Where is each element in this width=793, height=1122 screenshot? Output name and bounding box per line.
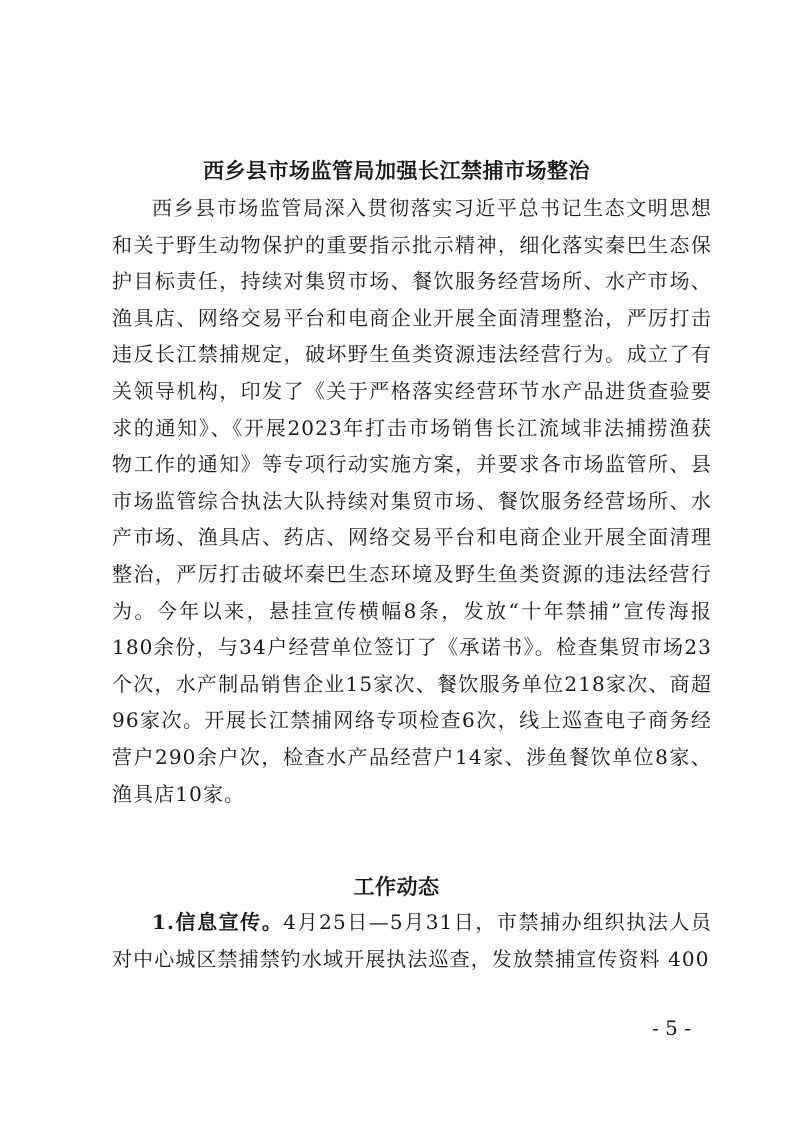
section-item-body: 4月25日—5月31日，市禁捕办组织执法人员对中心城区禁捕禁钓水域开展执法巡查，发放禁捕宣传资料 400 — [112, 910, 712, 971]
article-title: 西乡县市场监管局加强长江禁捕市场整治 — [203, 158, 590, 183]
page-number: - 5 - — [652, 1016, 691, 1040]
section-title: 工作动态 — [353, 874, 440, 899]
article-body: 西乡县市场监管局深入贯彻落实习近平总书记生态文明思想和关于野生动物保护的重要指示批示精神，细化落实秦巴生态保护目标责任，持续对集贸市场、餐饮服务经营场所、水产市场、渔具店、网络交易平台和电商企业开展全面清理整治，严厉打击违反长江禁捕规定，破坏野生鱼类资源违法经营行为。成立了有关领导机构，印发了《关于严格落实经营环节水产品进货查验要求的通知》、《开展2023年打击市场销售长江流域非法捕捞渔获物工作的通知》等专项行动实施方案，并要求各市场监管所、县市场监管综合执法大队持续对集贸市场、餐饮服务经营场所、水产市场、渔具店、药店、网络交易平台和电商企业开展全面清理整治，严厉打击破坏秦巴生态环境及野生鱼类资源的违法经营行为。今年以来，悬挂宣传横幅8条，发放“十年禁捕”宣传海报180余份，与34户经营单位签订了《承诺书》。检查集贸市场23个次，水产制品销售企业15家次、餐饮服务单位218家次、商超96家次。开展长江禁捕网络专项检查6次，线上巡查电子商务经营户290余户次，检查水产品经营户14家、涉鱼餐饮单位8家、渔具店10家。 — [112, 196, 712, 806]
section-item — [112, 904, 712, 977]
section-item-lead: 1.信息宣传。 — [152, 910, 284, 934]
